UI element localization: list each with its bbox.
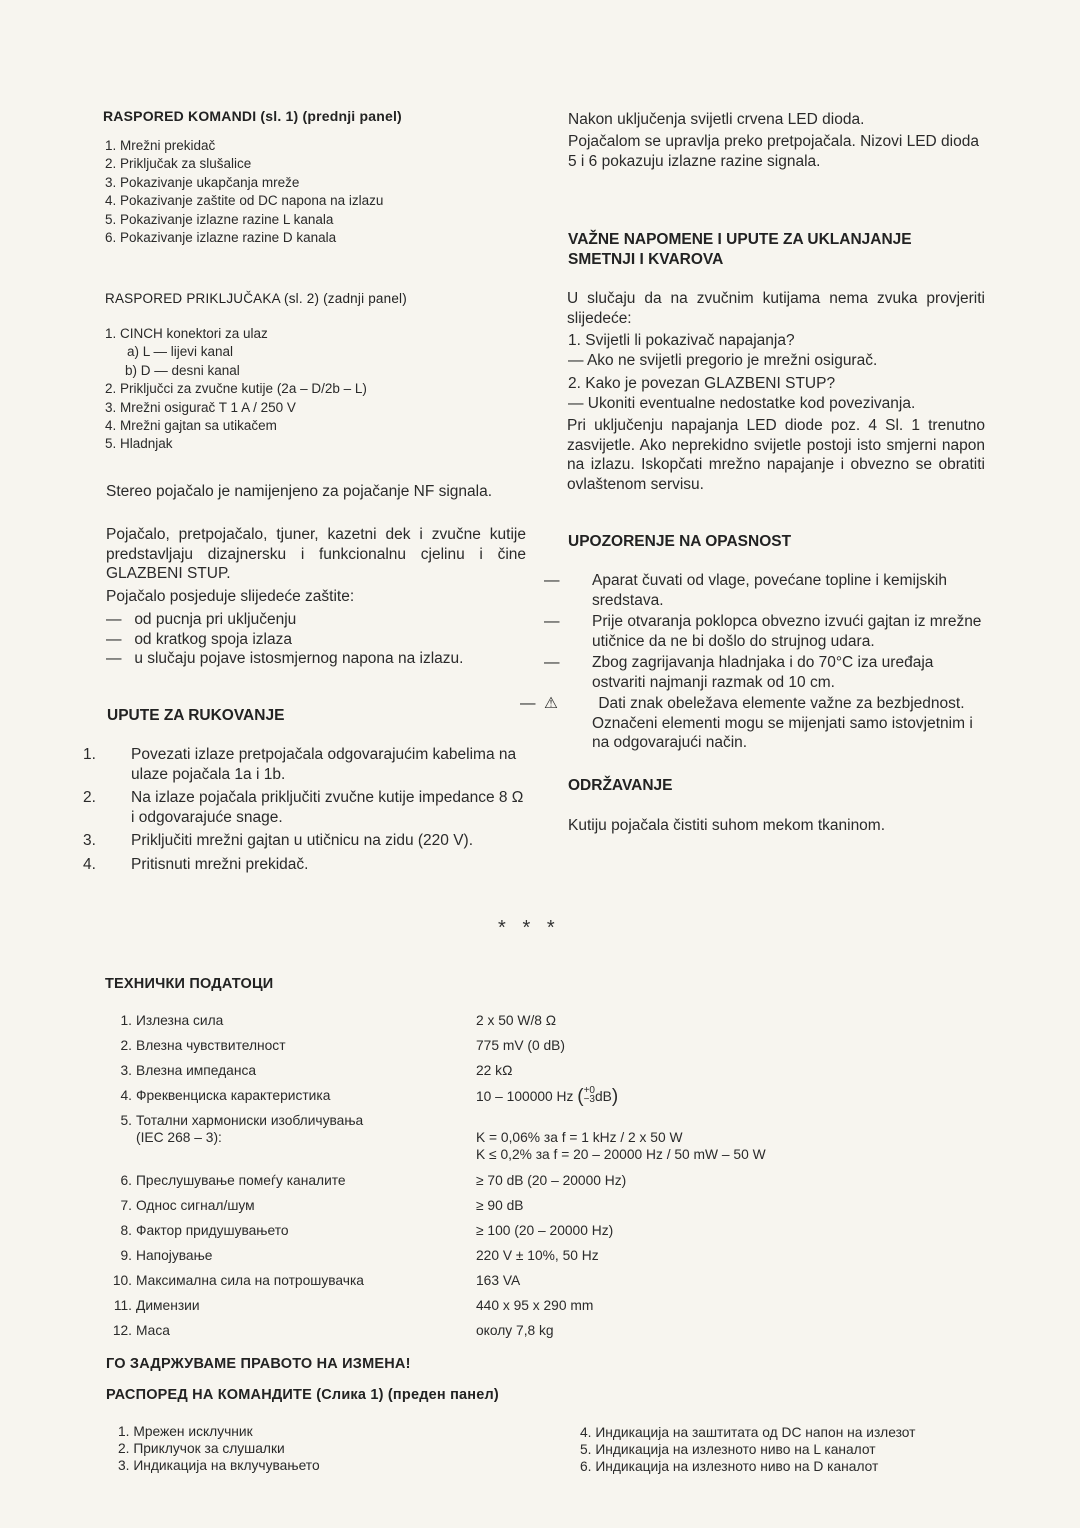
controls-heading: RASPORED KOMANDI (sl. 1) (prednji panel)	[103, 108, 402, 124]
danger-list	[520, 571, 986, 753]
list-item: b) D — desni kanal	[125, 362, 240, 378]
notes-question: 1. Svijetli li pokazivač napajanja?	[568, 332, 795, 349]
list-item: — Zbog zagrijavanja hladnjaka i do 70°C iza uređaja ostvariti najmanji razmak od 10 cm.	[544, 654, 934, 691]
controls-list-cyrillic-left	[118, 1423, 320, 1474]
led-paragraph: Nakon uključenja svijetli crvena LED dioda.	[568, 111, 865, 128]
list-item: 3. Priključiti mrežni gajtan u utičnicu na zidu (220 V).	[83, 832, 474, 849]
list-item: 2. Priključak za slušalice	[105, 156, 252, 172]
notes-intro: U slučaju da na zvučnim kutijama nema zvuka provjeriti slijedeće:	[567, 290, 985, 327]
intro-paragraph: Pojačalo, pretpojačalo, tjuner, kazetni dek i zvučne kutije predstavljaju dizajnersku i funkcionalnu cjelinu i čine GLAZBENI STUP.	[106, 526, 526, 582]
list-item: 4. Pritisnuti mrežni prekidač.	[83, 855, 309, 873]
list-item: 1. Povezati izlaze pretpojačala odgovarajućim kabelima na ulaze pojačala 1a i 1b.	[83, 746, 517, 783]
list-item: 5. Индикација на излезното ниво на L каналот	[580, 1442, 876, 1457]
warning-triangle-icon: ⚠	[544, 695, 558, 712]
list-item: 1. CINCH konektori za ulaz	[105, 326, 268, 341]
notes-answer: — Ako ne svijetli pregorio je mrežni osigurač.	[568, 352, 878, 369]
list-item: — u slučaju pojave istosmjernog napona na izlazu.	[106, 650, 464, 667]
connectors-heading: RASPORED PRIKLJUČAKA (sl. 2) (zadnji panel)	[105, 291, 407, 306]
list-item: 2. Приклучок за слушалки	[118, 1441, 285, 1456]
list-item: 1. Mrežni prekidač	[105, 138, 216, 153]
notes-answer: — Ukoniti eventualne nedostatke kod povezivanja.	[568, 395, 916, 412]
controls-list-cyrillic-right	[580, 1424, 915, 1475]
controls-list	[105, 137, 383, 247]
list-item: 6. Pokazivanje izlazne razine D kanala	[105, 230, 337, 246]
controls-heading-cyrillic: РАСПОРЕД НА КОМАНДИТЕ (Слика 1) (преден панел)	[106, 1387, 499, 1403]
list-item: 4. Pokazivanje zaštite od DC napona na izlazu	[105, 193, 384, 209]
list-item: 3. Индикација на вклучувањето	[118, 1458, 320, 1473]
list-item: 5. Pokazivanje izlazne razine L kanala	[105, 211, 334, 227]
connectors-list	[105, 325, 367, 454]
maintenance-text: Kutiju pojačala čistiti suhom mekom tkaninom.	[568, 817, 886, 834]
notes-heading: VAŽNE NAPOMENE I UPUTE ZA UKLANJANJE SMETNJI I KVAROVA	[568, 231, 912, 268]
list-item: 1. Мрежен исклучник	[118, 1424, 253, 1439]
list-item: 3. Pokazivanje ukapčanja mreže	[105, 174, 300, 190]
section-separator: * * *	[498, 917, 555, 939]
tech-heading: ТЕХНИЧКИ ПОДАТОЦИ	[105, 976, 274, 992]
list-item: a) L — lijevi kanal	[127, 344, 234, 360]
list-item: 3. Mrežni osigurač T 1 A / 250 V	[105, 399, 296, 415]
list-item: — Prije otvaranja poklopca obvezno izvući gajtan iz mrežne utičnice da ne bi došlo do strujnog udara.	[544, 613, 982, 650]
notes-paragraph: Pri uključenju napajanja LED diode poz. 4 Sl. 1 trenutno zasvijetle. Ako neprekidno svijetle postoji isto smjerni napon na izlazu. Iskopčati mrežno napajanje i obvezno se obratiti ovlaštenom servisu.	[567, 417, 985, 493]
protections-list	[106, 610, 536, 669]
intro-paragraph: Pojačalo posjeduje slijedeće zaštite:	[106, 588, 355, 605]
usage-list	[83, 745, 527, 874]
reserve-rights-notice: ГО ЗАДРЖУВАМЕ ПРАВОТО НА ИЗМЕНА!	[106, 1356, 411, 1372]
danger-heading: UPOZORENJE NA OPASNOST	[568, 533, 792, 550]
notes-question: 2. Kako je povezan GLAZBENI STUP?	[568, 375, 836, 392]
list-item: 2. Priključci za zvučne kutije (2a – D/2b – L)	[105, 381, 367, 397]
list-item: — od pucnja pri uključenju	[106, 611, 297, 628]
maintenance-heading: ODRŽAVANJE	[568, 777, 673, 794]
list-item: 6. Индикација на излезното ниво на D каналот	[580, 1459, 879, 1474]
intro-paragraph: Stereo pojačalo je namijenjeno za pojačanje NF signala.	[106, 483, 493, 500]
list-item: — Aparat čuvati od vlage, povećane topline i kemijskih sredstava.	[544, 572, 947, 609]
list-item: 4. Индикација на заштитата од DC напон на излезот	[580, 1425, 916, 1440]
list-item: 4. Mrežni gajtan sa utikačem	[105, 418, 277, 434]
list-item: 2. Na izlaze pojačala priključiti zvučne kutije impedance 8 Ω i odgovarajuće snage.	[83, 789, 524, 826]
list-item: 5. Hladnjak	[105, 436, 173, 452]
usage-heading: UPUTE ZA RUKOVANJE	[107, 707, 285, 724]
led-paragraph: Pojačalom se upravlja preko pretpojačala. Nizovi LED dioda 5 i 6 pokazuju izlazne razine signala.	[568, 133, 979, 170]
list-item: — ⚠ Dati znak obeležava elemente važne za bezbjednost. Označeni elementi mogu se mijenjati samo istovjetnim i na odgovarajući način.	[520, 695, 973, 751]
list-item: — od kratkog spoja izlaza	[106, 630, 292, 648]
